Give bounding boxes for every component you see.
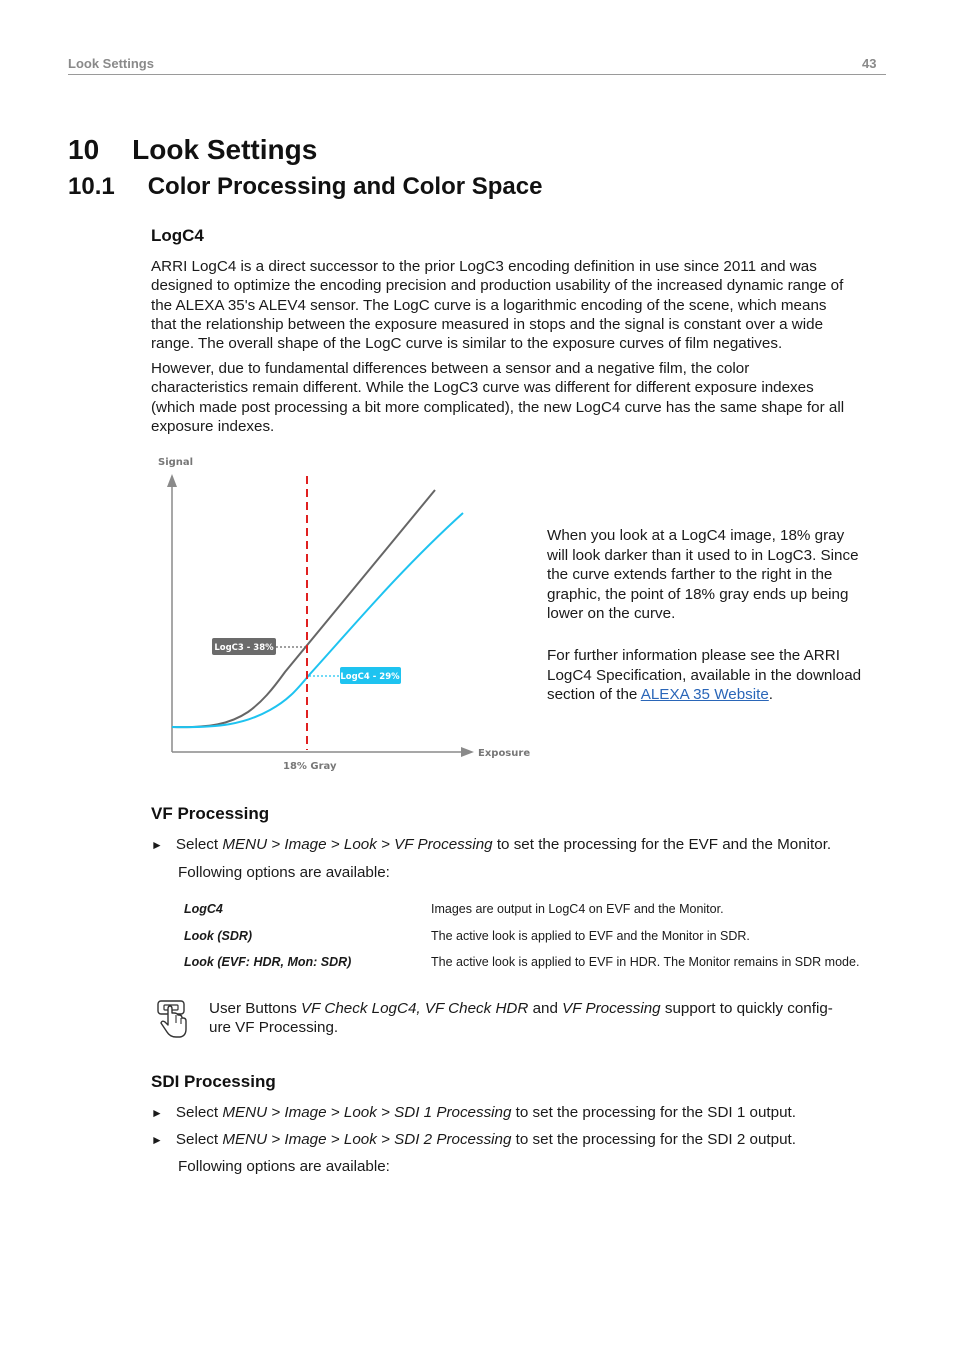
option-value: Images are output in LogC4 on EVF and the Monitor. — [431, 902, 724, 916]
chapter-heading — [68, 134, 317, 166]
text-span: support to quickly config- — [660, 1000, 833, 1017]
bullet-arrow-icon: ► — [151, 1106, 163, 1120]
side-paragraph-1 — [547, 526, 887, 624]
bullet-arrow-icon: ► — [151, 1133, 163, 1147]
option-key: Look (EVF: HDR, Mon: SDR) — [184, 955, 352, 969]
sdi-instruction-1 — [151, 1103, 891, 1123]
text-span: to set the processing for the EVF and the Monitor. — [492, 836, 832, 853]
text-line: LogC4 Specification, available in the download — [547, 666, 862, 684]
sdi-following-text: Following options are available: — [178, 1158, 390, 1175]
section-title: Color Processing and Color Space — [147, 173, 543, 200]
option-value: The active look is applied to EVF in HDR. The Monitor remains in SDR mode. — [431, 955, 860, 969]
text-span: and — [528, 1000, 563, 1017]
text-line: characteristics remain different. While the LogC3 curve was different for different exposure indexes — [151, 379, 814, 397]
table-row — [184, 902, 884, 929]
menu-path: MENU > Image > Look > VF Processing — [222, 836, 493, 853]
vf-note — [209, 999, 889, 1038]
value-label-logc3: LogC3 - 38% — [214, 643, 274, 653]
x-axis-arrow-icon — [461, 747, 474, 757]
hand-pointer-icon — [156, 999, 190, 1041]
text-line: (which made post processing a bit more complicated), the new LogC4 curve has the same shape for all — [151, 398, 845, 416]
vf-options-table — [184, 902, 884, 982]
y-axis-arrow-icon — [167, 474, 177, 487]
text-line: the ALEXA 35's ALEV4 sensor. The LogC curve is a logarithmic encoding of the scene, which means — [151, 296, 827, 314]
text-span: . — [768, 686, 774, 703]
text-line — [209, 999, 889, 1018]
text-line: the curve extends farther to the right in the — [547, 566, 833, 583]
logc-curve-chart — [150, 450, 535, 780]
text-line: designed to optimize the encoding precision and production usability of the increased dynamic range of — [151, 277, 844, 295]
x-axis-label: Exposure — [478, 748, 531, 759]
button-names: VF Check LogC4, VF Check HDR — [301, 1000, 529, 1017]
text-line: When you look at a LogC4 image, 18% gray — [547, 527, 845, 544]
text-span: section of the — [547, 686, 641, 703]
logc4-paragraph-1 — [151, 257, 891, 353]
section-number: 10.1 — [68, 173, 115, 200]
option-value: The active look is applied to EVF and the Monitor in SDR. — [431, 928, 750, 943]
option-key: Look (SDR) — [184, 928, 253, 943]
text-line: ure VF Processing. — [209, 1019, 339, 1037]
page-number: 43 — [862, 56, 877, 71]
reference-label: 18% Gray — [283, 761, 337, 772]
chapter-number: 10 — [68, 134, 100, 165]
text-span: to set the processing for the SDI 1 output. — [511, 1104, 796, 1121]
text-span: Select — [175, 1104, 223, 1121]
series-line-logc3 — [172, 490, 435, 727]
chapter-title: Look Settings — [132, 134, 318, 165]
y-axis-label: Signal — [158, 457, 194, 468]
table-row — [184, 929, 884, 956]
running-header: Look Settings — [68, 56, 154, 71]
text-line: will look darker than it used to in LogC3. Since — [547, 546, 859, 564]
text-line: ARRI LogC4 is a direct successor to the prior LogC3 encoding definition in use since 2011 and was — [151, 258, 817, 275]
header-rule — [68, 74, 886, 75]
text-span: Select — [175, 1131, 223, 1148]
side-paragraph-2 — [547, 646, 887, 705]
option-key: LogC4 — [184, 902, 223, 916]
sdi-instruction-2 — [151, 1130, 891, 1150]
text-span: to set the processing for the SDI 2 output. — [511, 1131, 796, 1148]
text-line: However, due to fundamental differences between a sensor and a negative film, the color — [151, 360, 750, 377]
text-span: User Buttons — [209, 1000, 302, 1017]
text-line: range. The overall shape of the LogC curve is similar to the exposure curves of film negatives. — [151, 335, 783, 353]
logc4-heading: LogC4 — [151, 226, 204, 245]
bullet-arrow-icon: ► — [151, 838, 163, 852]
vf-instruction — [151, 835, 891, 855]
text-line: graphic, the point of 18% gray ends up being — [547, 585, 849, 603]
sdi-processing-heading: SDI Processing — [151, 1072, 276, 1091]
menu-path: MENU > Image > Look > SDI 2 Processing — [222, 1131, 512, 1148]
text-line: For further information please see the ARRI — [547, 647, 840, 664]
text-line — [547, 685, 887, 705]
text-line: lower on the curve. — [547, 605, 676, 622]
section-heading — [68, 173, 542, 201]
alexa-35-website-link[interactable]: ALEXA 35 Website — [640, 686, 769, 703]
vf-following-text: Following options are available: — [178, 864, 390, 881]
text-span: Select — [175, 836, 223, 853]
table-row — [184, 955, 884, 982]
logc4-paragraph-2 — [151, 359, 891, 436]
text-line: exposure indexes. — [151, 417, 275, 435]
text-line: that the relationship between the exposure measured in stops and the signal is constant over a wide — [151, 315, 824, 333]
button-name: VF Processing — [562, 1000, 661, 1017]
series-line-logc4 — [172, 513, 463, 727]
vf-processing-heading: VF Processing — [151, 804, 270, 823]
menu-path: MENU > Image > Look > SDI 1 Processing — [222, 1104, 512, 1121]
value-label-logc4: LogC4 - 29% — [340, 672, 400, 682]
